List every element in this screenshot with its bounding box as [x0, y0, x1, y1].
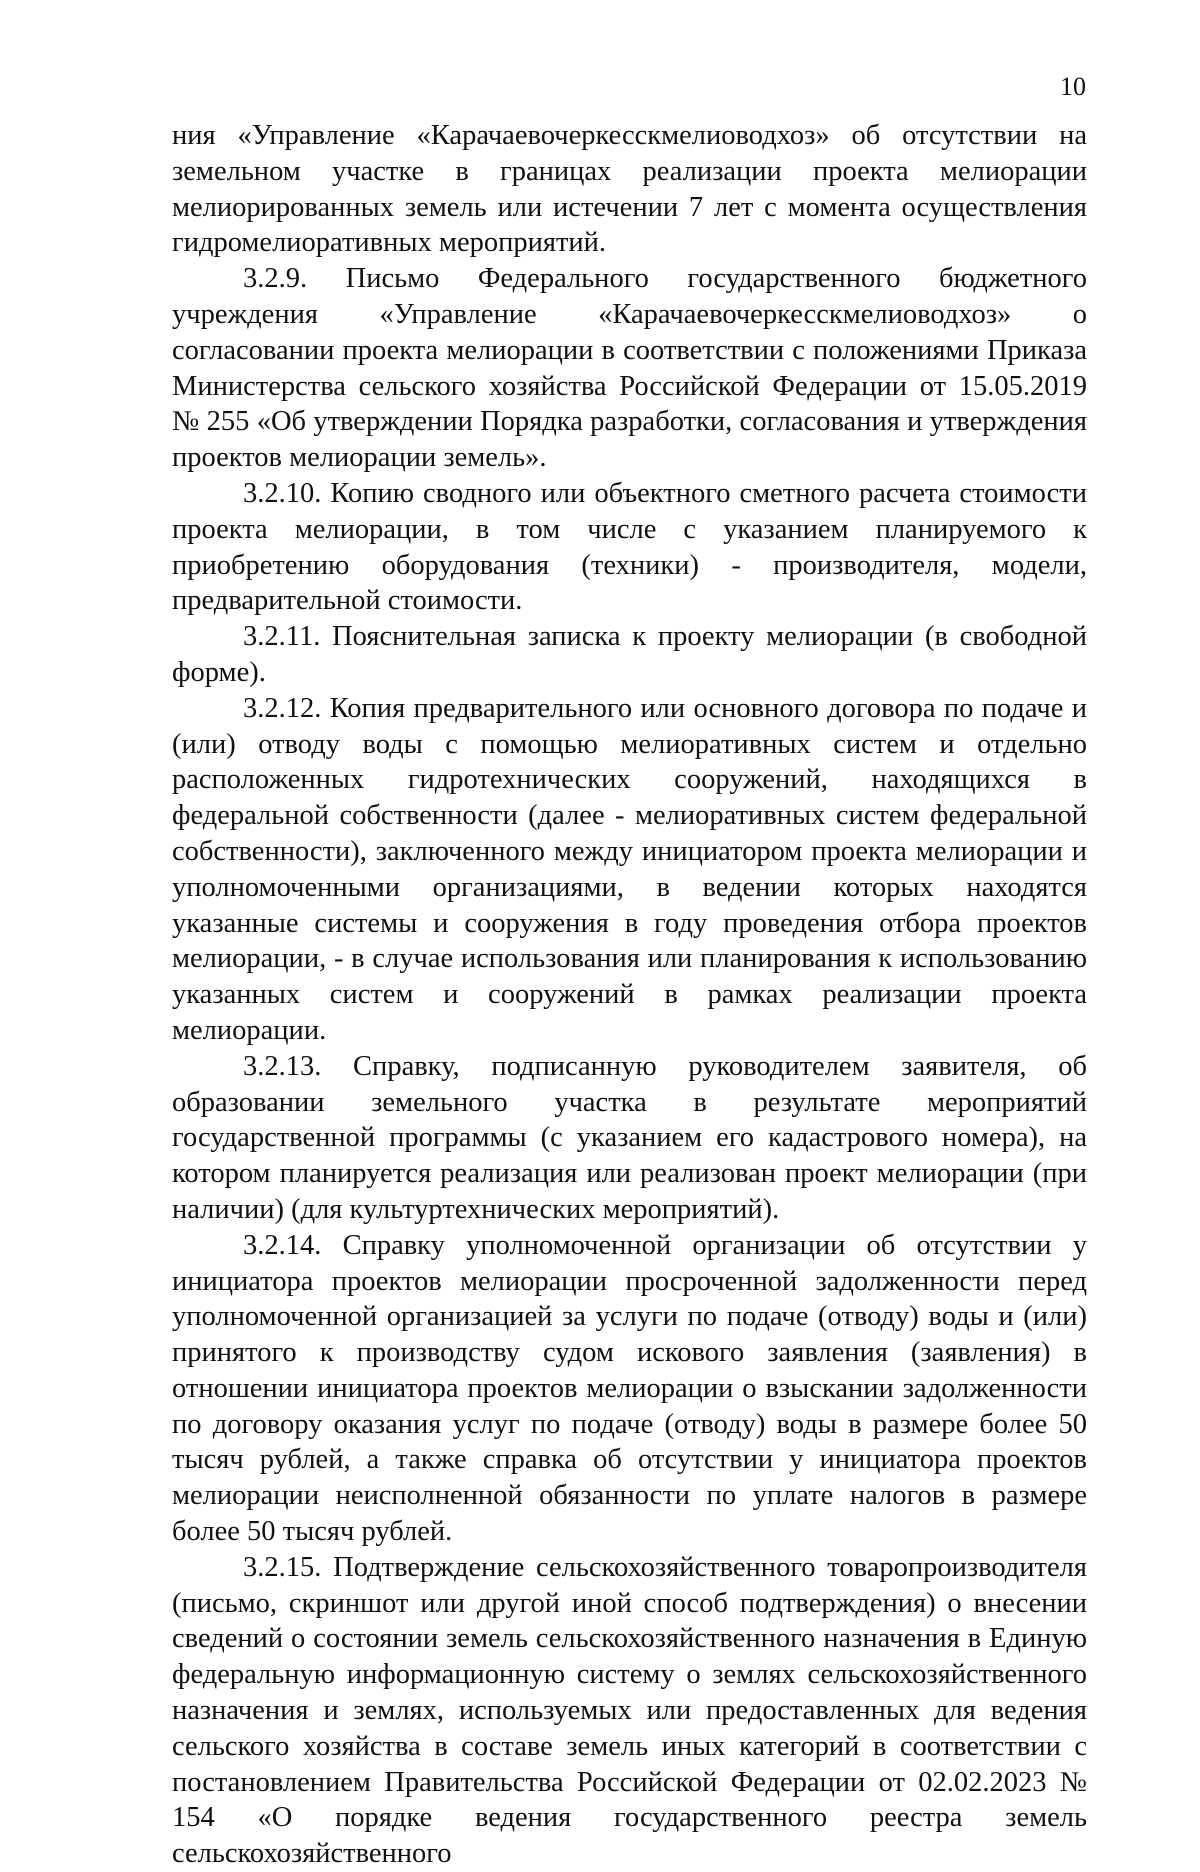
- paragraph-3-2-12: 3.2.12. Копия предварительного или основного договора по подаче и (или) отводу воды с помощью мелиоративных систем и отдельно расположенных гидротехнических сооружений, находящихся в федеральной собственности (далее - мелиоративных систем федеральной собственности), заключенного между инициатором проекта мелиорации и уполномоченными организациями, в ведении которых находятся указанные системы и сооружения в году проведения отбора проектов мелиорации, - в случае использования или планирования к использованию указанных систем и сооружений в рамках реализации проекта мелиорации.: [172, 692, 1087, 1046]
- paragraph-3-2-10: 3.2.10. Копию сводного или объектного сметного расчета стоимости проекта мелиорации, в том числе с указанием планируемого к приобретению оборудования (техники) - производителя, модели, предварительной стоимости.: [172, 477, 1087, 617]
- paragraph-3-2-9: 3.2.9. Письмо Федерального государственного бюджетного учреждения «Управление «Карачаевочеркесскмелиоводхоз» о согласовании проекта мелиорации в соответствии с положениями Приказа Министерства сельского хозяйства Российской Федерации от 15.05.2019 № 255 «Об утверждении Порядка разработки, согласования и утверждения проектов мелиорации земель».: [172, 263, 1087, 474]
- document-body: [172, 118, 1087, 1872]
- paragraph-3-2-11: 3.2.11. Пояснительная записка к проекту мелиорации (в свободной форме).: [172, 621, 1087, 688]
- paragraph-3-2-13: 3.2.13. Справку, подписанную руководителем заявителя, об образовании земельного участка в результате мероприятий государственной программы (с указанием его кадастрового номера), на котором планируется реализация или реализован проект мелиорации (при наличии) (для культуртехнических мероприятий).: [172, 1050, 1087, 1225]
- paragraph-3-2-15: 3.2.15. Подтверждение сельскохозяйственного товаропроизводителя (письмо, скриншот или другой иной способ подтверждения) о внесении сведений о состоянии земель сельскохозяйственного назначения в Единую федеральную информационную систему о землях сельскохозяйственного назначения и землях, используемых или предоставленных для ведения сельского хозяйства в составе земель иных категорий в соответствии с постановлением Правительства Российской Федерации от 02.02.2023 № 154 «О порядке ведения государственного реестра земель сельскохозяйственного: [172, 1551, 1087, 1870]
- paragraph-3-2-14: 3.2.14. Справку уполномоченной организации об отсутствии у инициатора проектов мелиорации просроченной задолженности перед уполномоченной организацией за услуги по подаче (отводу) воды и (или) принятого к производству судом искового заявления (заявления) в отношении инициатора проектов мелиорации о взыскании задолженности по договору оказания услуг по подаче (отводу) воды в размере более 50 тысяч рублей, а также справка об отсутствии у инициатора проектов мелиорации неисполненной обязанности по уплате налогов в размере более 50 тысяч рублей.: [172, 1229, 1087, 1548]
- paragraph-continuation: ния «Управление «Карачаевочеркесскмелиоводхоз» об отсутствии на земельном участке в границах реализации проекта мелиорации мелиорированных земель или истечении 7 лет с момента осуществления гидромелиоративных мероприятий.: [172, 120, 1087, 259]
- page-number: 10: [1060, 72, 1086, 101]
